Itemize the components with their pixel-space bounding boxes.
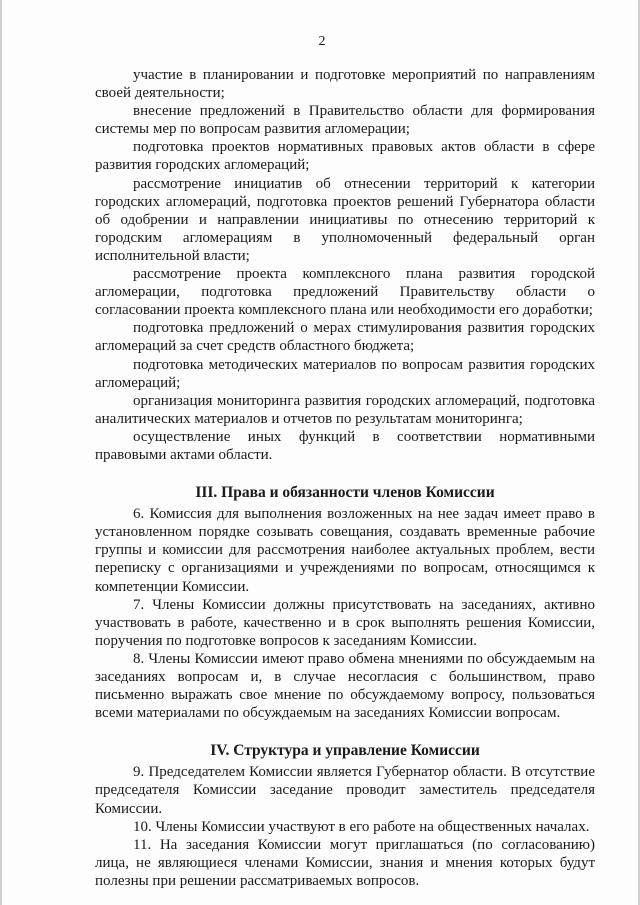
list-item: рассмотрение инициатив об отнесении территорий к категории городских агломераций, подготовка проектов решений Губернатора области об одобрении и направлении инициативы по отнесению территорий к городским агломерациям в уполномоченный федеральный орган исполнительной власти; — [95, 175, 595, 264]
list-item: внесение предложений в Правительство области для формирования системы мер по вопросам развития агломерации; — [95, 103, 595, 138]
document-body — [95, 66, 595, 890]
list-item: организация мониторинга развития городских агломераций, подготовка аналитических материалов и отчетов по результатам мониторинга; — [95, 392, 595, 427]
section-heading-structure: IV. Структура и управление Комиссии — [210, 742, 480, 760]
list-item: участие в планировании и подготовке мероприятий по направлениям своей деятельности; — [95, 67, 595, 102]
list-item: осуществление иных функций в соответствии нормативными правовыми актами области. — [95, 428, 595, 463]
paragraph-8: 8. Члены Комиссии имеют право обмена мнениями по обсуждаемым на заседаниях вопросам и, в случае несогласия с большинством, право письменно выражать свое мнение по обсуждаемому вопросу, пользоваться всеми материалами по обсуждаемым на заседаниях Комиссии вопросам. — [95, 650, 595, 722]
paragraph-6: 6. Комиссия для выполнения возложенных на нее задач имеет право в установленном порядке созывать совещания, создавать временные рабочие группы и комиссии для рассмотрения наиболее актуальных проблем, вести переписку с организациями и учреждениями по вопросам, относящимся к компетенции Комиссии. — [95, 506, 595, 595]
paragraph-9: 9. Председателем Комиссии является Губернатор области. В отсутствие председателя Комиссии заседание проводит заместитель председателя Комиссии. — [95, 764, 595, 817]
page-number: 2 — [318, 34, 326, 49]
paragraph-10: 10. Члены Комиссии участвуют в его работе на общественных началах. — [133, 818, 590, 835]
list-item: подготовка предложений о мерах стимулирования развития городских агломераций за счет средств областного бюджета; — [95, 320, 595, 355]
list-item: подготовка методических материалов по вопросам развития городских агломераций; — [95, 356, 595, 391]
list-item: рассмотрение проекта комплексного плана развития городской агломерации, подготовка предложений Правительству области о согласовании проекта комплексного плана или необходимости его доработки; — [95, 266, 595, 319]
paragraph-11: 11. На заседания Комиссии могут приглашаться (по согласованию) лица, не являющиеся членами Комиссии, знания и мнения которых будут полезны при решении рассматриваемых вопросов. — [95, 836, 595, 889]
section-heading-rights: III. Права и обязанности членов Комиссии — [195, 484, 495, 502]
list-item: подготовка проектов нормативных правовых актов области в сфере развития городских агломераций; — [95, 139, 595, 174]
paragraph-7: 7. Члены Комиссии должны присутствовать на заседаниях, активно участвовать в работе, качественно и в срок выполнять решения Комиссии, поручения по подготовке вопросов к заседаниям Комиссии. — [95, 596, 595, 649]
